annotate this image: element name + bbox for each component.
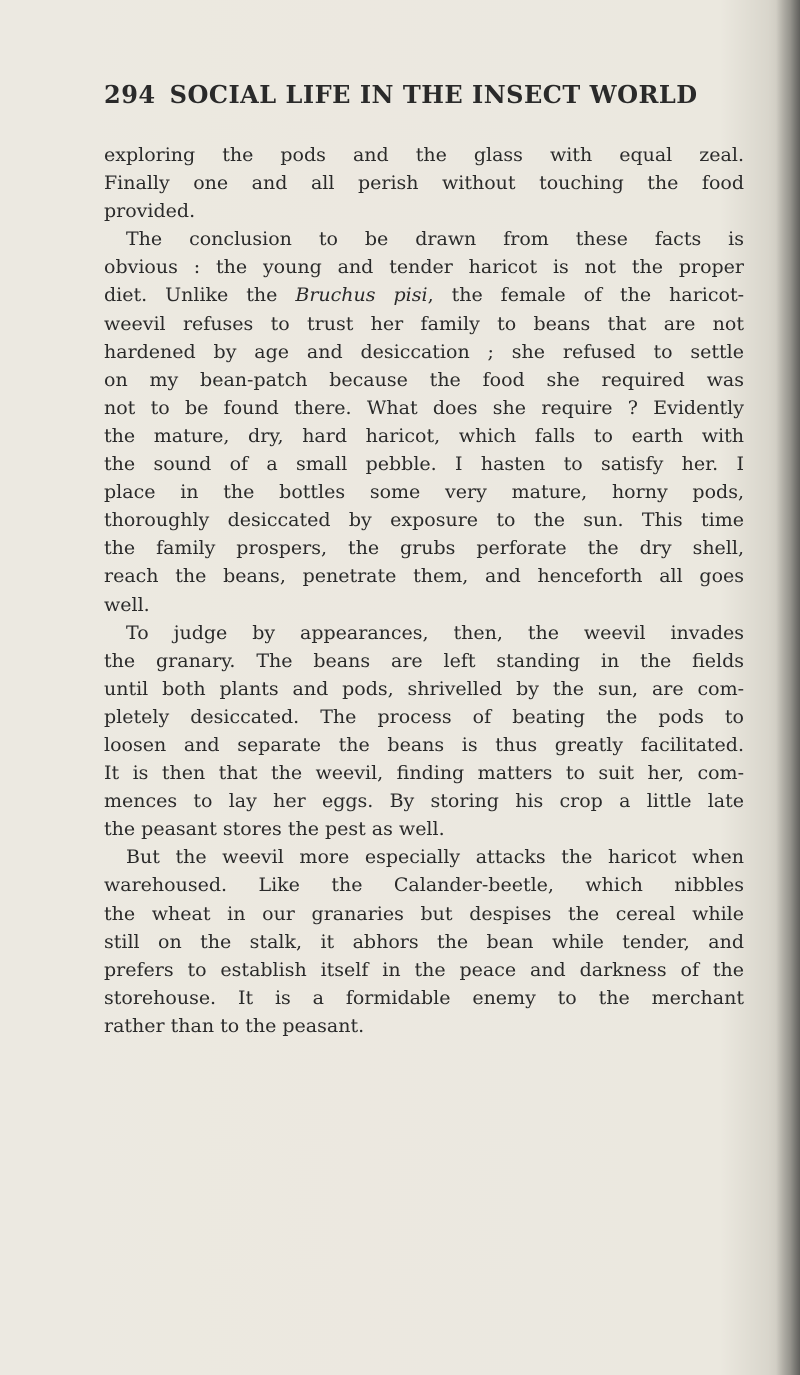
text-line: prefers to establish itself in the peace and darkness of the (104, 958, 744, 981)
body-text (104, 141, 744, 1040)
text-line: pletely desiccated. The process of beating the pods to (104, 705, 744, 728)
text-line: mences to lay her eggs. By storing his crop a little late (104, 790, 744, 813)
text-line: rather than to the peasant. (104, 1014, 365, 1037)
text-line: the sound of a small pebble. I hasten to satisfy her. I (104, 453, 744, 476)
text-line: obvious : the young and tender haricot is not the proper (104, 256, 744, 279)
text-line: the mature, dry, hard haricot, which falls to earth with (104, 424, 744, 447)
text-line: reach the beans, penetrate them, and henceforth all goes (104, 565, 744, 588)
text-line: hardened by age and desiccation ; she refused to settle (104, 340, 744, 363)
page-edge-shadow (776, 0, 800, 1375)
running-header (104, 80, 744, 109)
text-line: place in the bottles some very mature, horny pods, (104, 481, 744, 504)
text-line: the family prospers, the grubs perforate the dry shell, (104, 537, 744, 560)
text-line: the granary. The beans are left standing in the fields (104, 649, 744, 672)
text-line: until both plants and pods, shrivelled by the sun, are com- (104, 677, 744, 700)
text-line: on my bean-patch because the food she required was (104, 368, 744, 391)
species-name: Bruchus pisi (295, 284, 428, 307)
text-line: The conclusion to be drawn from these facts is (126, 228, 744, 251)
text-line: still on the stalk, it abhors the bean while tender, and (104, 930, 744, 953)
page-number: 294 (104, 80, 156, 109)
text-line: warehoused. Like the Calander-beetle, which nibbles (104, 874, 744, 897)
running-title: SOCIAL LIFE IN THE INSECT WORLD (169, 80, 698, 109)
text-line: exploring the pods and the glass with equal zeal. (104, 144, 744, 166)
text-line: loosen and separate the beans is thus greatly facilitated. (104, 733, 744, 756)
text-line: not to be found there. What does she require ? Evidently (104, 396, 744, 419)
text-line: It is then that the weevil, finding matters to suit her, com- (104, 762, 744, 785)
text-line (104, 281, 744, 309)
text-line: To judge by appearances, then, the weevil invades (126, 621, 744, 644)
text-line: the peasant stores the pest as well. (104, 818, 445, 841)
text-line: weevil refuses to trust her family to beans that are not (104, 312, 744, 335)
text-fragment: diet. Unlike the (104, 284, 296, 307)
text-line: storehouse. It is a formidable enemy to the merchant (104, 986, 744, 1009)
text-line: Finally one and all perish without touching the food (104, 172, 744, 195)
text-line: well. (104, 593, 150, 616)
text-fragment: , the female of the haricot- (427, 284, 744, 307)
text-line: provided. (104, 200, 196, 223)
text-line: the wheat in our granaries but despises the cereal while (104, 902, 744, 925)
text-line: thoroughly desiccated by exposure to the sun. This time (104, 509, 744, 532)
text-line: But the weevil more especially attacks the haricot when (126, 846, 744, 869)
